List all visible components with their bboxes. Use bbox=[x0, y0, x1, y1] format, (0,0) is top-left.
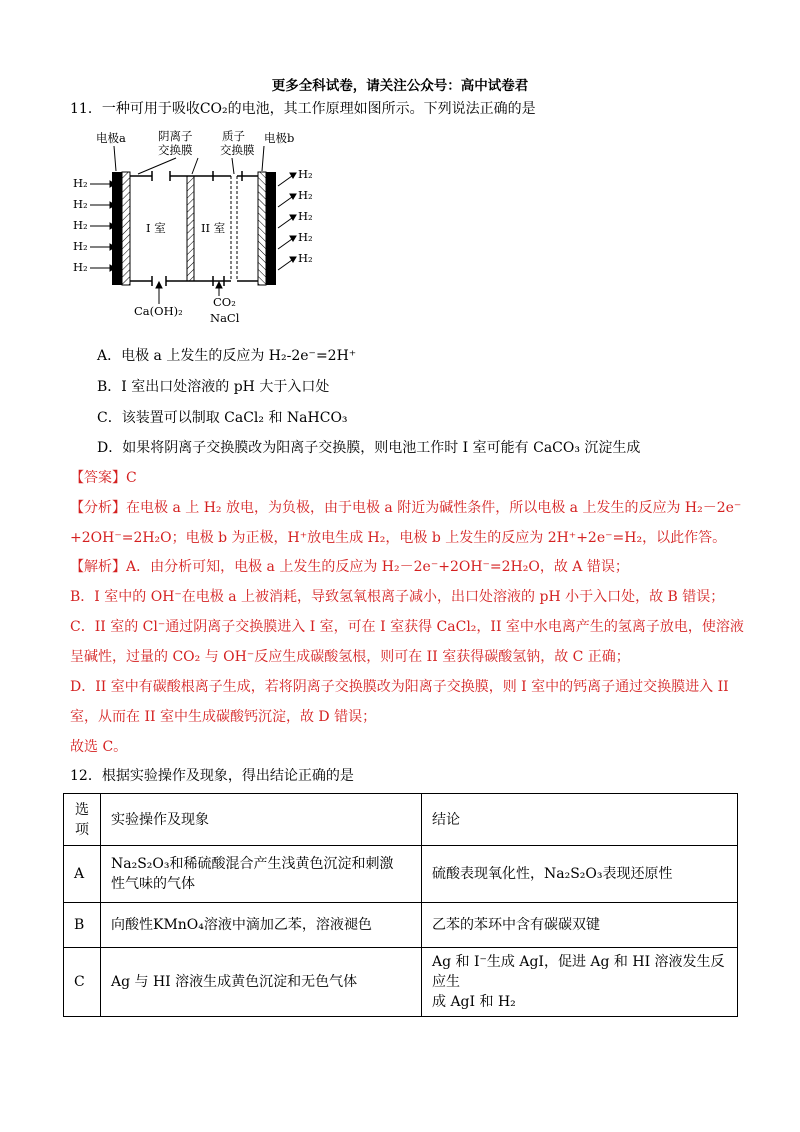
q11-stem: 11．一种可用于吸收CO₂的电池，其工作原理如图所示。下列说法正确的是 bbox=[70, 101, 536, 117]
label-h2-out-3: H₂ bbox=[298, 209, 313, 223]
label-nacl: NaCl bbox=[210, 311, 240, 325]
label-proton-membrane-1: 质子 bbox=[222, 129, 245, 143]
row-a-conclusion: 硫酸表现氧化性，Na₂S₂O₃表现还原性 bbox=[422, 846, 738, 903]
label-h2-out-1: H₂ bbox=[298, 167, 313, 181]
q11-option-c: C．该装置可以制取 CaCl₂ 和 NaHCO₃ bbox=[97, 410, 348, 426]
label-room-2: II 室 bbox=[201, 221, 226, 235]
label-caoh2: Ca(OH)₂ bbox=[134, 304, 183, 318]
label-room-1: I 室 bbox=[146, 221, 166, 235]
row-c-operation: Ag 与 HI 溶液生成黄色沉淀和无色气体 bbox=[101, 948, 422, 1017]
table-row bbox=[64, 903, 738, 948]
q11-explain-line-2: B．I 室中的 OH⁻在电极 a 上被消耗，导致氢氧根离子减小，出口处溶液的 pH 小于入口处，故 B 错误； bbox=[70, 589, 725, 605]
label-electrode-b: 电极b bbox=[264, 131, 295, 145]
label-h2-in-2: H₂ bbox=[73, 197, 88, 211]
label-anion-membrane-2: 交换膜 bbox=[158, 143, 193, 157]
row-b-operation: 向酸性KMnO₄溶液中滴加乙苯，溶液褪色 bbox=[101, 903, 422, 948]
label-h2-out-5: H₂ bbox=[298, 251, 313, 265]
label-proton-membrane-2: 交换膜 bbox=[220, 143, 255, 157]
table-row bbox=[64, 948, 738, 1017]
label-electrode-a: 电极a bbox=[96, 131, 126, 145]
electrode-a-catalyst bbox=[122, 172, 130, 285]
q12-table bbox=[63, 793, 738, 1017]
row-a-operation: Na₂S₂O₃和稀硫酸混合产生浅黄色沉淀和刺激 性气味的气体 bbox=[101, 846, 422, 903]
q11-explain-line-1: 【解析】A．由分析可知，电极 a 上发生的反应为 H₂－2e⁻+2OH⁻=2H₂O，故 A 错误； bbox=[70, 559, 629, 575]
anion-membrane bbox=[187, 176, 194, 281]
table-header-row bbox=[64, 794, 738, 846]
row-b-conclusion: 乙苯的苯环中含有碳碳双键 bbox=[422, 903, 738, 948]
battery-diagram bbox=[70, 124, 320, 334]
q11-option-a: A．电极 a 上发生的反应为 H₂-2e⁻=2H⁺ bbox=[97, 348, 357, 364]
q11-conclusion: 故选 C。 bbox=[70, 739, 128, 755]
label-h2-out-4: H₂ bbox=[298, 230, 313, 244]
label-h2-in-1: H₂ bbox=[73, 176, 88, 190]
row-c-option: C bbox=[64, 948, 101, 1017]
q12-stem: 12．根据实验操作及现象，得出结论正确的是 bbox=[70, 768, 354, 784]
page-header: 更多全科试卷，请关注公众号：高中试卷君 bbox=[271, 78, 529, 94]
q11-explain-line-4: 呈碱性，过量的 CO₂ 与 OH⁻反应生成碳酸氢根，则可在 II 室获得碳酸氢钠，故 C 正确； bbox=[70, 649, 630, 665]
row-c-conclusion: Ag 和 I⁻生成 AgI，促进 Ag 和 HI 溶液发生反应生 成 AgI 和 H₂ bbox=[422, 948, 738, 1017]
header-conclusion: 结论 bbox=[422, 794, 738, 846]
label-anion-membrane-1: 阴离子 bbox=[158, 129, 193, 143]
label-h2-in-4: H₂ bbox=[73, 239, 88, 253]
label-h2-in-5: H₂ bbox=[73, 260, 88, 274]
header-option: 选 项 bbox=[64, 794, 101, 846]
q11-answer: 【答案】C bbox=[70, 470, 137, 486]
q11-analysis-line-2: +2OH⁻=2H₂O；电极 b 为正极，H⁺放电生成 H₂，电极 b 上发生的反应为 2H⁺+2e⁻=H₂，以此作答。 bbox=[70, 530, 727, 546]
battery-diagram-svg bbox=[70, 124, 320, 334]
label-co2: CO₂ bbox=[213, 295, 236, 309]
q11-explain-line-5: D．II 室中有碳酸根离子生成，若将阴离子交换膜改为阳离子交换膜，则 I 室中的钙离子通过交换膜进入 II bbox=[70, 679, 729, 695]
electrode-b-bar bbox=[266, 172, 276, 285]
row-a-option: A bbox=[64, 846, 101, 903]
q11-analysis-line-1: 【分析】在电极 a 上 H₂ 放电，为负极，由于电极 a 附近为碱性条件，所以电极 a 上发生的反应为 H₂－2e⁻ bbox=[70, 500, 742, 516]
label-h2-out-2: H₂ bbox=[298, 188, 313, 202]
electrode-b-catalyst bbox=[258, 172, 266, 285]
q11-explain-line-6: 室，从而在 II 室中生成碳酸钙沉淀，故 D 错误； bbox=[70, 709, 377, 725]
q11-option-b: B．I 室出口处溶液的 pH 大于入口处 bbox=[97, 379, 330, 395]
q11-explain-line-3: C．II 室的 Cl⁻通过阴离子交换膜进入 I 室，可在 I 室获得 CaCl₂，II 室中水电离产生的氢离子放电，使溶液 bbox=[70, 619, 744, 635]
q11-option-d: D．如果将阴离子交换膜改为阳离子交换膜，则电池工作时 I 室可能有 CaCO₃ 沉淀生成 bbox=[97, 440, 641, 456]
table-row bbox=[64, 846, 738, 903]
label-h2-in-3: H₂ bbox=[73, 218, 88, 232]
header-operation: 实验操作及现象 bbox=[101, 794, 422, 846]
row-b-option: B bbox=[64, 903, 101, 948]
